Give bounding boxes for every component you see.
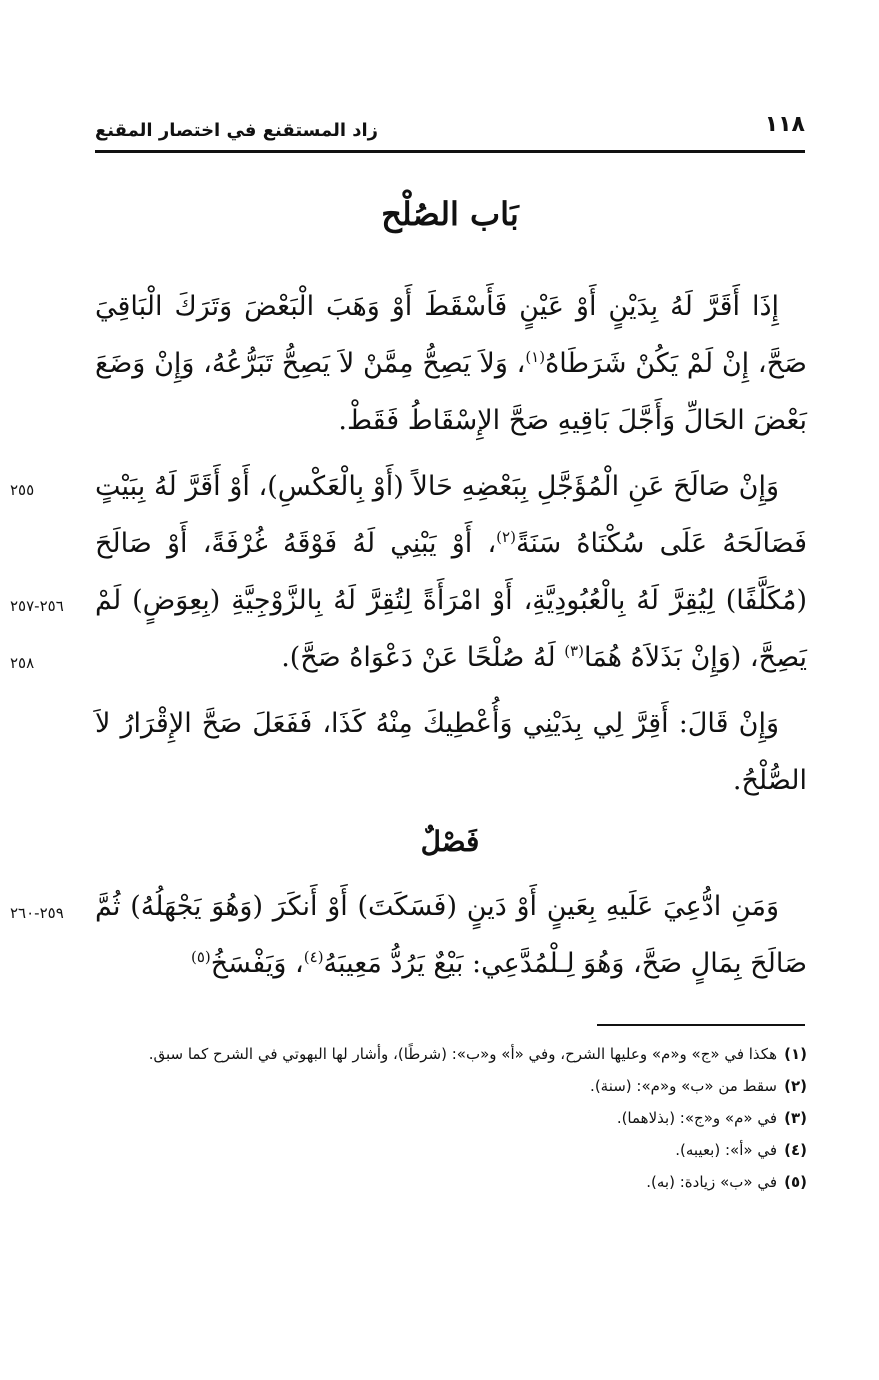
paragraph-4-text-a: وَمَنِ ادُّعِيَ عَلَيهِ بِعَينٍ أَوْ دَينٍ (فَسَكَتَ) أَوْ أَنكَرَ (وَهُوَ يَجْهَلُهُ) ثُمَّ صَالَحَ بِمَالٍ صَحَّ، وَهُوَ لِـلْمُدَّعِي: بَيْعٌ يَرُدُّ مَعِيبَهُ xyxy=(95,891,807,979)
footnote xyxy=(95,1070,807,1102)
footnote-text: في «أ»: (بعيبه). xyxy=(675,1141,777,1159)
chapter-title: بَاب الصُلْح xyxy=(381,195,519,233)
footnote-text: سقط من «ب» و«م»: (سنة). xyxy=(590,1077,777,1095)
header-divider xyxy=(95,150,805,153)
footnote-number: (٤) xyxy=(784,1141,807,1159)
footnote-marker-4: (٤) xyxy=(303,948,324,966)
footnotes xyxy=(95,1038,807,1198)
paragraph-2-text-b: ، أَوْ يَبْنِي لَهُ فَوْقَهُ غُرْفَةً، أَوْ صَالَحَ (مُكَلَّفًا) لِيُقِرَّ لَهُ بِالْعُبُودِيَّةِ، أَوْ امْرَأَةً لِتُقِرَّ لَهُ بِالزَّوْجِيَّةِ (بِعِوَضٍ) لَمْ يَصِحَّ، (وَإِنْ بَذَلاَهُ هُمَا xyxy=(95,528,807,673)
footnote-marker-1: (١) xyxy=(525,348,546,366)
footnote xyxy=(95,1038,807,1070)
body-paragraph-4 xyxy=(95,878,807,992)
footnote-marker-2: (٢) xyxy=(496,528,516,546)
footnote-marker-5: (٥) xyxy=(190,948,211,966)
body-paragraph-1 xyxy=(95,278,807,449)
running-title: زاد المستقنع في اختصار المقنع xyxy=(95,120,379,141)
footnote-number: (٥) xyxy=(784,1173,807,1191)
margin-reference: ٢٥٥ xyxy=(10,481,35,499)
footnote-text: في «م» و«ج»: (بذلاهما). xyxy=(616,1109,777,1127)
footnote xyxy=(95,1166,807,1198)
paragraph-3-text: وَإِنْ قَالَ: أَقِرَّ لِي بِدَيْنِي وَأُعْطِيكَ مِنْهُ كَذَا، فَفَعَلَ صَحَّ الإِقْرَارُ لاَ الصُّلْحُ. xyxy=(95,708,807,796)
footnote-number: (٢) xyxy=(784,1077,807,1095)
page-number: ١١٨ xyxy=(764,112,805,137)
footnote-number: (٣) xyxy=(784,1109,807,1127)
section-title: فَصْلٌ xyxy=(420,825,480,858)
margin-reference: ٢٥٩-٢٦٠ xyxy=(10,904,64,922)
footnote-text: هكذا في «ج» و«م» وعليها الشرح، وفي «أ» و«ب»: (شرطًا)، وأشار لها البهوتي في الشرح كما سبق. xyxy=(148,1045,777,1063)
body-paragraph-2 xyxy=(95,458,807,686)
page-header xyxy=(95,112,805,152)
paragraph-4-text-b: ، وَيَفْسَخُ xyxy=(210,948,304,979)
paragraph-2-text-a: وَإِنْ صَالَحَ عَنِ الْمُؤَجَّلِ بِبَعْضِهِ حَالاً (أَوْ بِالْعَكْسِ)، أَوْ أَقَرَّ لَهُ بِبَيْتٍ فَصَالَحَهُ عَلَى سُكْنَاهُ سَنَةً xyxy=(95,471,807,559)
paragraph-1-text-a: إِذَا أَقَرَّ لَهُ بِدَيْنٍ أَوْ عَيْنٍ فَأَسْقَطَ أَوْ وَهَبَ الْبَعْضَ وَتَرَكَ الْبَاقِيَ صَحَّ، إِنْ لَمْ يَكُنْ شَرَطَاهُ xyxy=(95,291,807,379)
paragraph-2-text-c: لَهُ صُلْحًا عَنْ دَعْوَاهُ صَحَّ). xyxy=(281,642,565,673)
footnote-marker-3: (٣) xyxy=(564,642,584,660)
body-paragraph-3 xyxy=(95,695,807,809)
margin-reference: ٢٥٦-٢٥٧ xyxy=(10,597,64,615)
footnote xyxy=(95,1102,807,1134)
footnote-text: في «ب» زيادة: (به). xyxy=(646,1173,777,1191)
paragraph-1-text-b: ، وَلاَ يَصِحُّ مِمَّنْ لاَ يَصِحُّ تَبَرُّعُهُ، وَإِنْ وَضَعَ بَعْضَ الحَالِّ وَأَجَّلَ بَاقِيهِ صَحَّ الإِسْقَاطُ فَقَطْ. xyxy=(95,348,807,436)
footnote xyxy=(95,1134,807,1166)
margin-reference: ٢٥٨ xyxy=(10,654,35,672)
footnote-number: (١) xyxy=(784,1045,807,1063)
footnote-divider xyxy=(597,1024,805,1026)
